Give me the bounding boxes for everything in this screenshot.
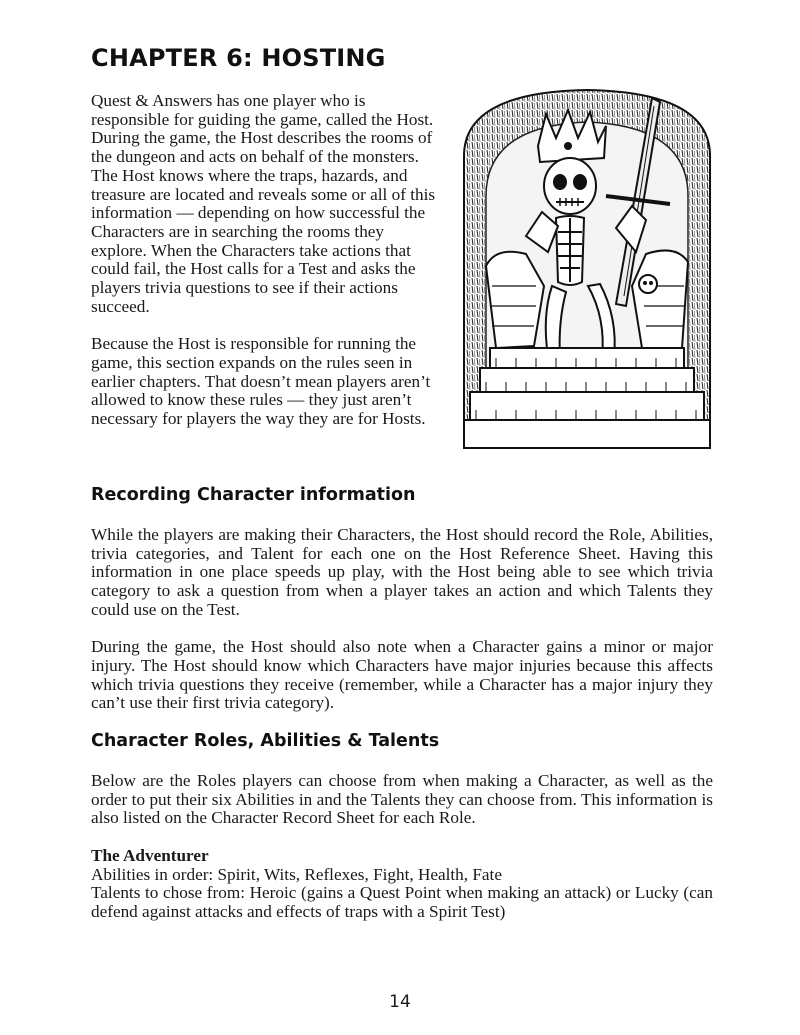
intro-paragraph: Because the Host is responsible for running the game, this section expands on the rules seen in earlier chapters. That doesn’t mean players aren’t allowed to know these rules — they just aren’t necessary for players the way they are for Hosts. — [91, 334, 431, 428]
page-number: 14 — [389, 992, 411, 1012]
intro-text — [91, 92, 441, 447]
section-heading: Recording Character information — [91, 485, 416, 505]
role-abilities: Abilities in order: Spirit, Wits, Reflexes, Fight, Health, Fate — [91, 864, 502, 884]
section-character-roles — [91, 730, 713, 922]
role-name: The Adventurer — [91, 845, 209, 865]
role-entry — [91, 847, 713, 922]
section-paragraph: Below are the Roles players can choose from when making a Character, as well as the order to put their six Abilities in and the Talents they can choose from. This information is also listed on the Character Record Sheet for each Role. — [91, 771, 713, 828]
role-talents: Talents to chose from: Heroic (gains a Quest Point when making an attack) or Lucky (can defend against attacks and effects of traps with a Spirit Test) — [91, 883, 713, 921]
section-recording-character-information — [91, 484, 713, 732]
section-heading: Character Roles, Abilities & Talents — [91, 731, 440, 751]
skeleton-on-throne-illustration — [456, 86, 718, 452]
chapter-title: CHAPTER 6: HOSTING — [91, 44, 386, 72]
section-paragraph: During the game, the Host should also note when a Character gains a minor or major injury. The Host should know which Characters have major injuries because this affects which trivia questions they receive (remember, while a Character has a major injury they can’t use their first trivia category). — [91, 637, 713, 713]
section-paragraph: While the players are making their Characters, the Host should record the Role, Abilities, trivia categories, and Talent for each one on the Host Reference Sheet. Having this information in one place speeds up play, with the Host being able to see which trivia category to ask a question from when a player takes an action and which Talents they could use on the Test. — [91, 525, 713, 619]
intro-paragraph: Quest & Answers has one player who is responsible for guiding the game, called the Host. During the game, the Host describes the rooms of the dungeon and acts on behalf of the monsters. The Host knows where the traps, hazards, and treasure are located and reveals some or all of this information — depending on how successful the Characters are in searching the rooms they explore. When the Characters take actions that could fail, the Host calls for a Test and asks the players trivia questions to see if their actions succeed. — [91, 91, 436, 316]
